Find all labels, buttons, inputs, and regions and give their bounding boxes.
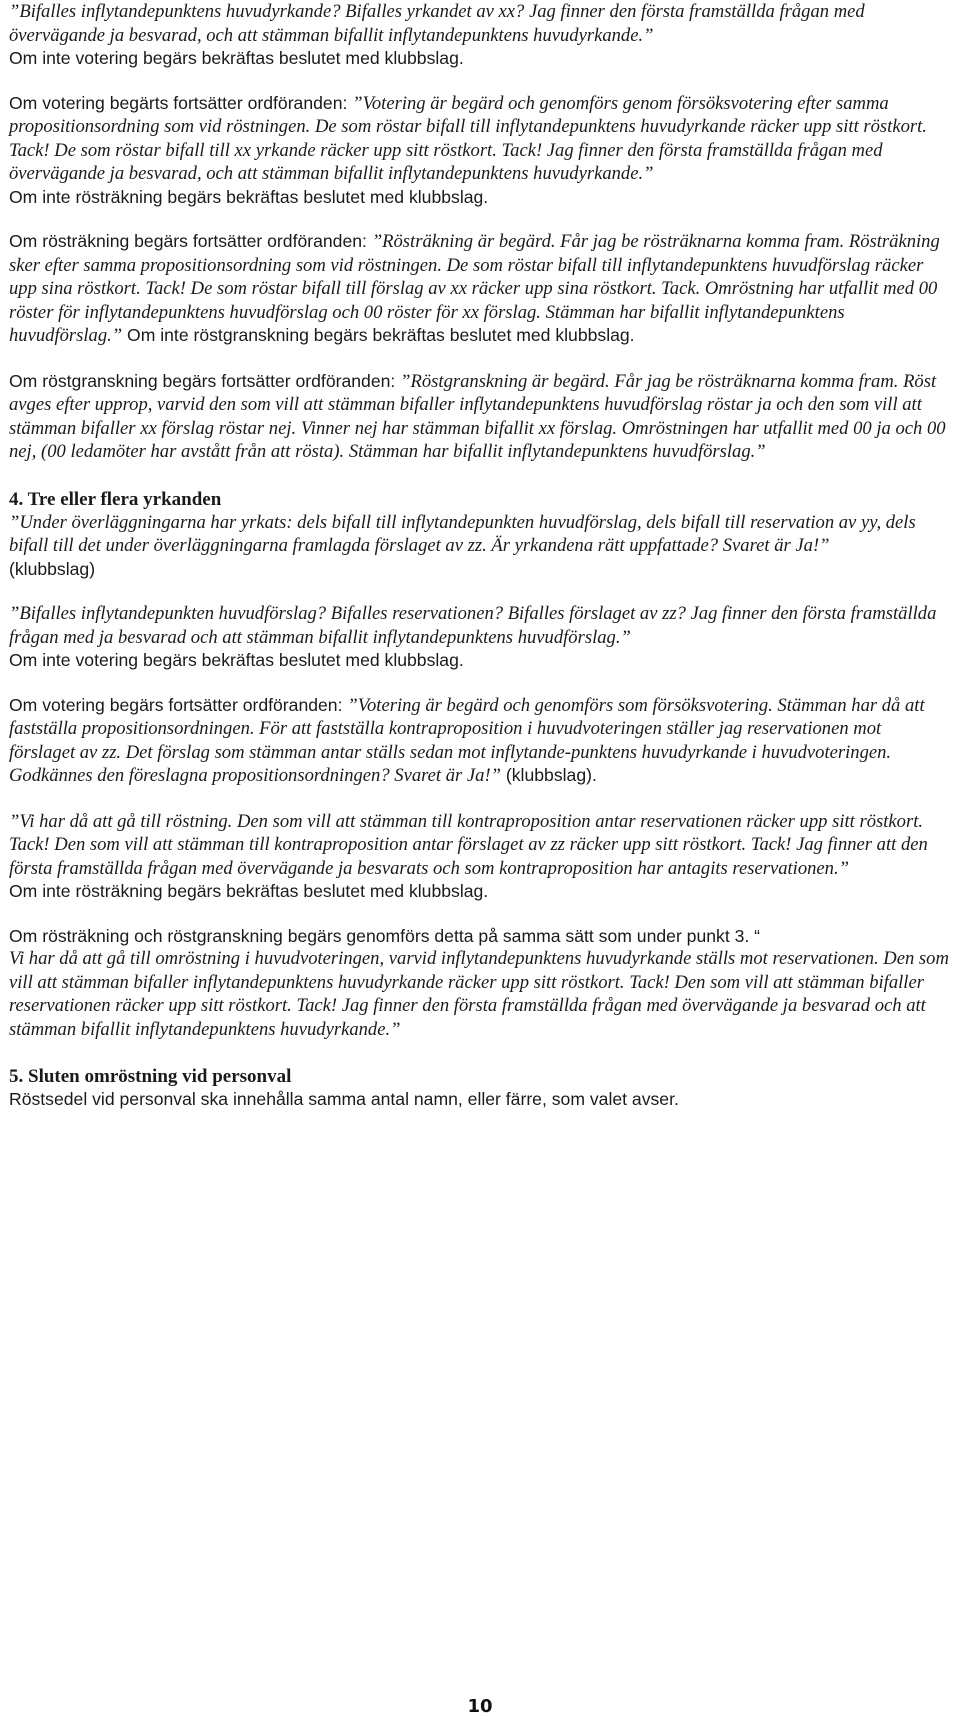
body-text: Om inte rösträkning begärs bekräftas beslutet med klubbslag. xyxy=(9,881,489,901)
paragraph xyxy=(9,1088,951,1111)
section-heading: 5. Sluten omröstning vid personval xyxy=(9,1066,292,1087)
document-page xyxy=(9,0,951,1111)
body-text: (klubbslag) xyxy=(9,558,96,579)
paragraph-spacer xyxy=(9,464,951,488)
body-text: Om votering begärts fortsätter ordföranden: xyxy=(9,92,353,113)
paragraph-spacer xyxy=(9,348,951,370)
body-text: Om inte votering begärs bekräftas beslutet med klubbslag. xyxy=(9,48,464,68)
quoted-speech: ”Under överläggningarna har yrkats: dels bifall till inflytandepunkten huvudförslag, dels bifall till reservation av yy, dels bifall till det under överläggningarna framlagda förslaget av zz. Är yrkandena rätt uppfattade? Svaret är Ja!” xyxy=(9,511,916,556)
body-text: Om röstgranskning begärs fortsätter ordföranden: xyxy=(9,370,401,391)
quoted-speech: ”Votering är begärd och genomförs genom försöksvotering efter samma propositionsordning som vid röstningen. De som röstar bifall till inflytandepunktens huvudyrkande räcker upp sitt röstkort. Tack! De som röstar bifall till xx yrkande räcker upp sitt röstkort. Tack! Jag finner den första framställda frågan med övervägande ja besvarad, och att stämman bifallit inflytandepunktens huvudyrkande.” xyxy=(9,92,927,184)
paragraph-spacer xyxy=(9,903,951,925)
paragraph-spacer xyxy=(9,208,951,230)
paragraph xyxy=(9,694,951,788)
paragraph xyxy=(9,810,951,903)
paragraph xyxy=(9,511,951,581)
document-body xyxy=(9,0,951,1111)
quoted-speech: ”Vi har då att gå till röstning. Den som vill att stämman till kontraproposition antar reservationen räcker upp sitt röstkort. Tack! Den som vill att stämman till kontraproposition antar förslaget av zz räcker upp sitt röstkort. Tack! Jag finner att den första framställda frågan med övervägande ja besvarats och som kontraproposition har antagits reservationen.” xyxy=(9,810,928,879)
paragraph xyxy=(9,602,951,672)
paragraph xyxy=(9,0,951,70)
quoted-speech: ”Röstgranskning är begärd. Får jag be rösträknarna komma fram. Röst avges efter upprop, varvid den som vill att stämman bifaller inflytandepunktens huvudförslag röstar ja och den som vill att stämman bifaller xx förslag röstar nej. Vinner nej har stämman bifallit xx förslag. Omröstningen har utfallit med 00 ja och 00 nej, (00 ledamöter har avstått från att rösta). Stämman har bifallit inflytandepunktens huvudförslag.” xyxy=(9,370,946,462)
body-text: Om votering begärs fortsätter ordföranden: xyxy=(9,694,348,715)
paragraph-spacer xyxy=(9,580,951,602)
body-text: Om rösträkning och röstgranskning begärs genomförs detta på samma sätt som under punkt 3. “ xyxy=(9,925,761,946)
quoted-speech: ”Votering är begärd och genomförs som försöksvotering. Stämman har då att fastställa propositionsordningen. För att fastställa kontraproposition i huvudvoteringen ställer jag reservationen mot förslaget av zz. Det förslag som stämman antar ställs sedan mot inflytande-punktens huvudyrkande i huvudvoteringen. Godkännes den föreslagna propositionsordningen? Svaret är Ja!” xyxy=(9,694,925,786)
paragraph xyxy=(9,370,951,464)
paragraph xyxy=(9,230,951,348)
body-text: Om inte votering begärs bekräftas beslutet med klubbslag. xyxy=(9,650,464,670)
paragraph xyxy=(9,92,951,209)
page-number: 10 xyxy=(467,1696,493,1717)
body-text: Röstsedel vid personval ska innehålla samma antal namn, eller färre, som valet avser. xyxy=(9,1089,679,1109)
body-text: Om rösträkning begärs fortsätter ordföranden: xyxy=(9,231,372,251)
quoted-speech: ”Rösträkning är begärd. Får jag be rösträknarna komma fram. Rösträkning sker efter samma propositionsordning som vid röstningen. De som röstar bifall till inflytandepunktens huvudförslag räcker upp sina röstkort. Tack! De som röstar bifall till förslag av xx räcker upp sina röstkort. Tack. Omröstning har utfallit med 00 röster för inflytandepunktens huvudförslag och 00 röster för xx förslag. Stämman har bifallit inflytandepunktens huvudförslag.” xyxy=(9,231,940,346)
body-text: Om inte röstgranskning begärs bekräftas beslutet med klubbslag. xyxy=(122,325,635,345)
body-text: (klubbslag). xyxy=(501,765,597,785)
quoted-speech: Vi har då att gå till omröstning i huvudvoteringen, varvid inflytandepunktens huvudyrkande ställs mot reservationen. Den som vill att stämman bifaller inflytandepunktens huvudyrkande räcker upp sitt röstkort. Tack! Den som vill att stämman bifaller reservationen räcker upp sitt röstkort. Tack! Jag finner den första framställda frågan med övervägande ja besvarad och att stämman bifallit inflytandepunktens huvudyrkande.” xyxy=(9,948,949,1040)
paragraph-spacer xyxy=(9,788,951,810)
section-heading: 4. Tre eller flera yrkanden xyxy=(9,488,222,510)
paragraph-spacer xyxy=(9,1041,951,1065)
paragraph-spacer xyxy=(9,672,951,694)
body-text: Om inte rösträkning begärs bekräftas beslutet med klubbslag. xyxy=(9,186,489,207)
paragraph-spacer xyxy=(9,70,951,92)
paragraph xyxy=(9,925,951,1042)
quoted-speech: ”Bifalles inflytandepunkten huvudförslag? Bifalles reservationen? Bifalles förslaget av zz? Jag finner den första framställda frågan med ja besvarad och att stämman bifallit inflytandepunktens huvudförslag.” xyxy=(9,603,937,648)
quoted-speech: ”Bifalles inflytandepunktens huvudyrkande? Bifalles yrkandet av xx? Jag finner den första framställda frågan med övervägande ja besvarad, och att stämman bifallit inflytandepunktens huvudyrkande.” xyxy=(9,1,865,46)
